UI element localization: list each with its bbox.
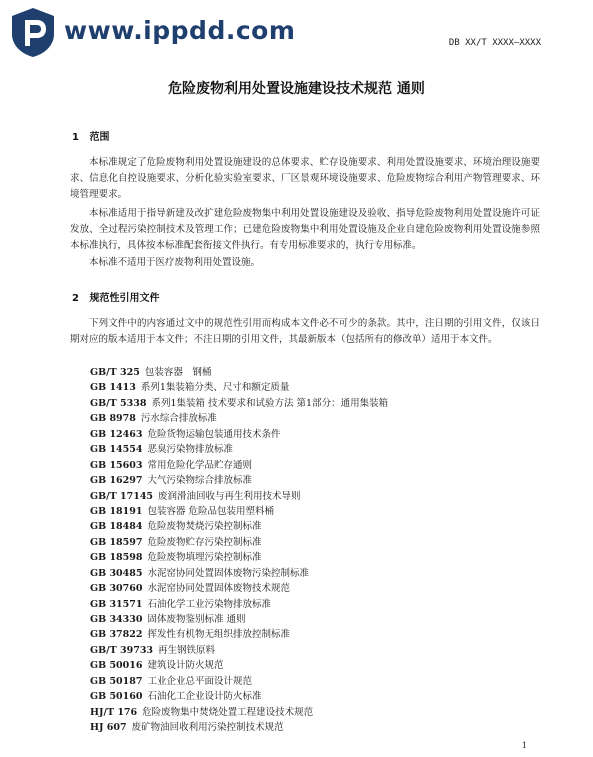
reference-title: 危险货物运输包装通用技术条件: [147, 428, 281, 440]
reference-item: [90, 720, 388, 735]
reference-item: [90, 627, 388, 642]
page-number: 1: [521, 741, 527, 750]
reference-item: [90, 473, 388, 488]
reference-code: GB/T 17145: [90, 490, 154, 502]
reference-item: [90, 411, 388, 426]
reference-title: 系列1集装箱分类、尺寸和额定质量: [140, 382, 290, 394]
reference-item: [90, 427, 388, 442]
site-watermark-url: www.ippdd.com: [64, 16, 296, 45]
reference-item: [90, 396, 388, 411]
document-title: 危险废物利用处置设施建设技术规范 通则: [168, 81, 425, 97]
reference-code: GB 31571: [90, 598, 143, 610]
reference-item: [90, 380, 388, 395]
paragraph: 本标准不适用于医疗废物利用处置设施。: [89, 257, 261, 268]
reference-code: GB 18598: [90, 552, 143, 564]
reference-code: GB 18484: [90, 521, 143, 533]
reference-title: 水泥窑协同处置固体废物技术规范: [147, 583, 291, 595]
reference-code: GB 15603: [90, 459, 143, 471]
reference-title: 危险废物焚烧污染控制标准: [147, 521, 262, 533]
reference-title: 工业企业总平面设计规范: [147, 675, 253, 687]
reference-item: [90, 458, 388, 473]
reference-title: 恶臭污染物排放标准: [147, 444, 234, 456]
section-number: 2: [72, 293, 79, 304]
reference-code: GB 34330: [90, 614, 143, 625]
reference-code: GB 50160: [90, 691, 143, 703]
reference-list: [90, 365, 388, 736]
reference-code: GB/T 39733: [90, 644, 154, 656]
reference-item: [90, 365, 388, 380]
reference-title: 废矿物油回收利用污染控制技术规范: [131, 722, 284, 734]
reference-code: GB 1413: [90, 382, 136, 394]
reference-title: 常用危险化学品贮存通则: [147, 459, 253, 471]
reference-code: GB 18191: [90, 505, 143, 517]
site-logo-icon: [8, 6, 58, 58]
reference-title: 危险废物填埋污染控制标准: [147, 552, 262, 564]
reference-item: [90, 504, 388, 519]
reference-item: [90, 442, 388, 457]
reference-code: HJ 607: [90, 722, 127, 734]
reference-item: [90, 566, 388, 581]
reference-title: 再生钢铁原料: [158, 644, 216, 656]
reference-code: GB 14554: [90, 444, 143, 456]
section-number: 1: [72, 132, 79, 143]
standard-code: DB XX/T XXXX—XXXX: [448, 38, 541, 48]
reference-title: 建筑设计防火规范: [147, 660, 224, 672]
reference-title: 石油化工企业设计防火标准: [147, 691, 262, 703]
reference-code: HJ/T 176: [90, 706, 138, 718]
reference-item: [90, 489, 388, 504]
reference-code: GB 12463: [90, 428, 143, 440]
section-title: 规范性引用文件: [89, 293, 160, 304]
reference-title: 石油化学工业污染物排放标准: [147, 598, 272, 610]
paragraph: 本标准适用于指导新建及改扩建危险废物集中利用处置设施建设及验收、指导危险废物利用处置设施许可证发放、全过程污染控制技术及管理工作；已建危险废物集中利用处置设施及企业自建危险废物利用处置设施参照本标准执行，具体按本标准配套衔接文件执行。有专用标准要求的，执行专用标准。: [70, 208, 540, 251]
reference-code: GB/T 5338: [90, 397, 147, 409]
reference-title: 包装容器 危险品包装用塑料桶: [147, 505, 275, 517]
reference-item: [90, 581, 388, 596]
reference-code: GB 50016: [90, 660, 143, 672]
reference-code: GB 37822: [90, 629, 143, 641]
paragraph: 本标准规定了危险废物利用处置设施建设的总体要求、贮存设施要求、利用处置设施要求、环境治理设施要求、信息化自控设施要求、分析化验实验室要求、厂区景观环境设施要求、危险废物综合利用产物管理要求、环境管理要求。: [70, 157, 540, 200]
reference-title: 废润滑油回收与再生利用技术导则: [158, 490, 301, 502]
reference-title: 危险废物集中焚烧处置工程建设技术规范: [142, 706, 314, 718]
reference-code: GB 8978: [90, 413, 136, 425]
reference-item: [90, 550, 388, 565]
reference-item: [90, 689, 388, 704]
reference-item: [90, 519, 388, 534]
reference-title: 污水综合排放标准: [140, 413, 217, 425]
reference-title: 危险废物贮存污染控制标准: [147, 536, 262, 548]
reference-item: [90, 705, 388, 720]
section-heading-normative-references: [72, 289, 159, 304]
reference-code: GB 18597: [90, 536, 143, 548]
reference-title: 固体废物鉴别标准 通则: [147, 614, 246, 625]
reference-code: GB 30485: [90, 567, 143, 579]
reference-title: 大气污染物综合排放标准: [147, 475, 253, 487]
reference-code: GB 16297: [90, 475, 143, 487]
reference-code: GB 30760: [90, 583, 143, 595]
reference-item: [90, 612, 388, 627]
reference-item: [90, 535, 388, 550]
section-heading-scope: [72, 128, 109, 143]
reference-code: GB 50187: [90, 675, 143, 687]
section-title: 范围: [89, 132, 110, 143]
reference-item: [90, 643, 388, 658]
reference-item: [90, 658, 388, 673]
reference-title: 水泥窑协同处置固体废物污染控制标准: [147, 567, 310, 579]
reference-item: [90, 674, 388, 689]
reference-code: GB/T 325: [90, 367, 140, 378]
reference-title: 系列1集装箱 技术要求和试验方法 第1部分：通用集装箱: [151, 397, 389, 409]
reference-title: 包装容器 钢桶: [144, 367, 212, 378]
reference-title: 挥发性有机物无组织排放控制标准: [147, 629, 291, 641]
reference-item: [90, 597, 388, 612]
paragraph: 下列文件中的内容通过文中的规范性引用而构成本文件必不可少的条款。其中，注日期的引用文件，仅该日期对应的版本适用于本文件；不注日期的引用文件，其最新版本（包括所有的修改单）适用于本文件。: [70, 318, 540, 345]
